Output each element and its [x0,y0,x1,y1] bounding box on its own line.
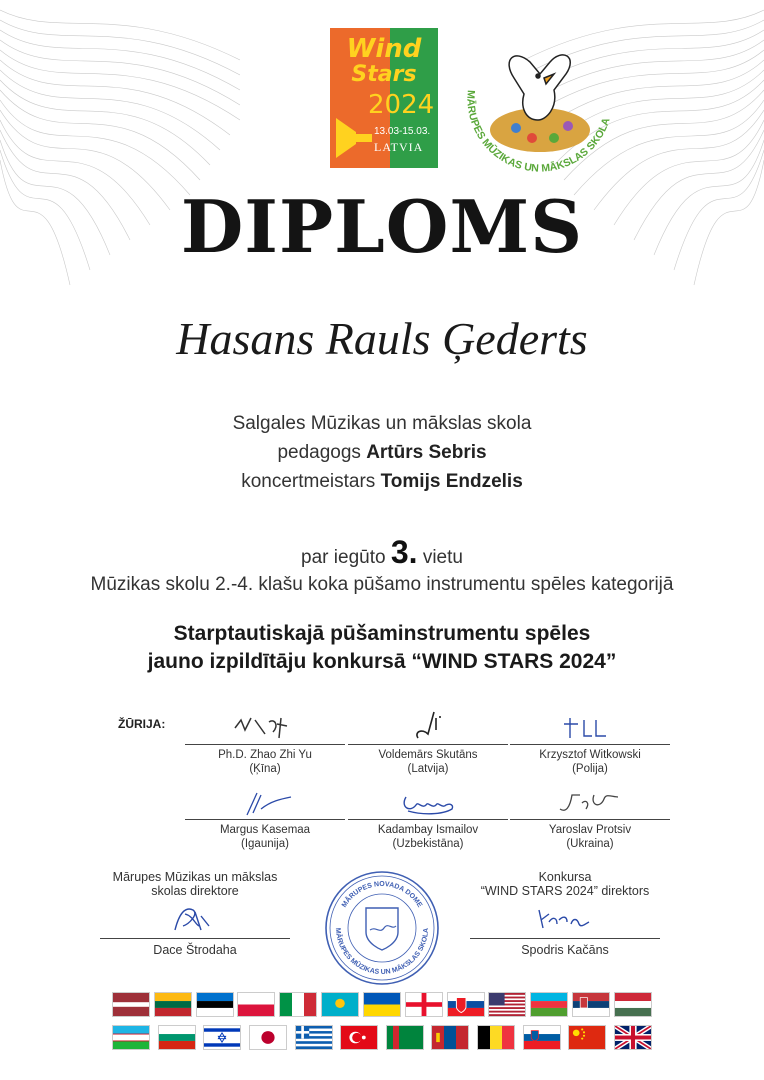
school-line: Salgales Mūzikas un mākslas skola [232,413,532,434]
logo-year: 2024 [368,90,435,120]
decorative-lines-left [0,0,240,320]
jury-member-5-country: (Uzbekistāna) [392,838,464,850]
stamp-top-text: MĀRUPES NOVADA DOME [340,881,424,909]
contest-line-2: jauno izpildītāju konkursā “WIND STARS 2024” [147,650,617,673]
logo-wind-text: Wind [346,34,422,64]
award-prefix: par iegūto [301,547,386,568]
school-director [100,870,290,957]
contest-director-title-1: Konkursa [538,870,592,884]
award-category: Mūzikas skolu 2.-4. klašu koka pūšamo instrumentu spēles kategorijā [90,574,674,595]
contest-director-name: Spodris Kačāns [521,943,609,957]
signature-6 [550,785,630,817]
jury-member-1 [185,710,345,776]
accompanist-name: Tomijs Endzelis [380,471,523,492]
logo-dates: 13.03-15.03. [374,126,431,137]
jury-member-4 [185,785,345,851]
signature-2 [388,710,468,742]
wind-stars-logo [330,28,438,168]
jury-member-4-country: (Igaunija) [241,838,289,850]
contest-director-title-2: “WIND STARS 2024” direktors [480,884,650,898]
signature-5 [388,785,468,817]
diploma-title: DIPLOMS [180,184,584,269]
logo-country: LATVIA [374,140,424,154]
slovenia-flag [523,1025,561,1050]
jury-member-2 [348,710,508,776]
estonia-flag [196,992,234,1017]
jury-member-2-name: Voldemārs Skutāns [378,749,478,761]
lithuania-flag [154,992,192,1017]
flags-row-1 [112,992,652,1017]
contest-director [470,870,660,957]
signature-3 [550,710,630,742]
award-place: 3. [390,534,418,570]
school-logo [454,38,624,178]
uk-flag [614,1025,652,1050]
accompanist-role: koncertmeistars [241,471,376,492]
signature-1 [225,710,305,742]
teacher-name: Artūrs Sebris [366,442,487,463]
school-director-signature [155,900,235,934]
teacher-role: pedagogs [277,442,361,463]
turkey-flag [340,1025,378,1050]
usa-flag [488,992,526,1017]
jury-member-2-country: (Latvija) [407,763,449,775]
jury-member-1-name: Ph.D. Zhao Zhi Yu [218,749,312,761]
hungary-flag [614,992,652,1017]
jury-member-5 [348,785,508,851]
school-director-title-2: skolas direktore [151,884,239,898]
award-line [0,534,764,571]
poland-flag [237,992,275,1017]
jury-label: ŽŪRIJA: [118,717,166,731]
jury-member-3-country: (Polija) [572,763,608,775]
contest-director-signature [525,900,605,934]
slovakia-flag [447,992,485,1017]
jury-member-6-name: Yaroslav Protsiv [548,824,632,836]
kazakhstan-flag [321,992,359,1017]
jury-member-1-country: (Ķīna) [249,763,281,775]
jury-member-5-name: Kadambay Ismailov [377,824,479,836]
school-stamp [322,868,442,988]
turkmenistan-flag [386,1025,424,1050]
signature-4 [225,785,305,817]
georgia-flag [405,992,443,1017]
ukraine-flag [363,992,401,1017]
greece-flag [295,1025,333,1050]
jury-member-3 [510,710,670,776]
jury-member-3-name: Krzysztof Witkowski [539,749,641,761]
serbia-flag [572,992,610,1017]
stamp-bottom-text: MĀRUPES MŪZIKAS UN MĀKSLAS SKOLA [333,927,431,977]
italy-flag [279,992,317,1017]
recipient-name: Hasans Rauls Ģederts [176,313,588,364]
logo-stars-text: Stars [351,62,417,87]
latvia-flag [112,992,150,1017]
israel-flag [203,1025,241,1050]
china-flag [568,1025,606,1050]
school-logo-text-arc: MĀRUPES MŪZIKAS UN MĀKSLAS SKOLA [464,89,613,175]
teacher-line [0,442,764,464]
jury-member-4-name: Margus Kasemaa [219,824,311,836]
award-suffix: vietu [422,547,463,568]
school-director-name: Dace Štrodaha [153,943,237,957]
belgium-flag [477,1025,515,1050]
flags-row-2 [112,1025,652,1050]
bulgaria-flag [158,1025,196,1050]
jury-member-6 [510,785,670,851]
contest-line-1: Starptautiskajā pūšaminstrumentu spēles [173,622,591,645]
azerbaijan-flag [530,992,568,1017]
jury-member-6-country: (Ukraina) [566,838,614,850]
mongolia-flag [431,1025,469,1050]
japan-flag [249,1025,287,1050]
uzbekistan-flag [112,1025,150,1050]
school-director-title-1: Mārupes Mūzikas un mākslas [112,870,278,884]
accompanist-line [0,471,764,493]
